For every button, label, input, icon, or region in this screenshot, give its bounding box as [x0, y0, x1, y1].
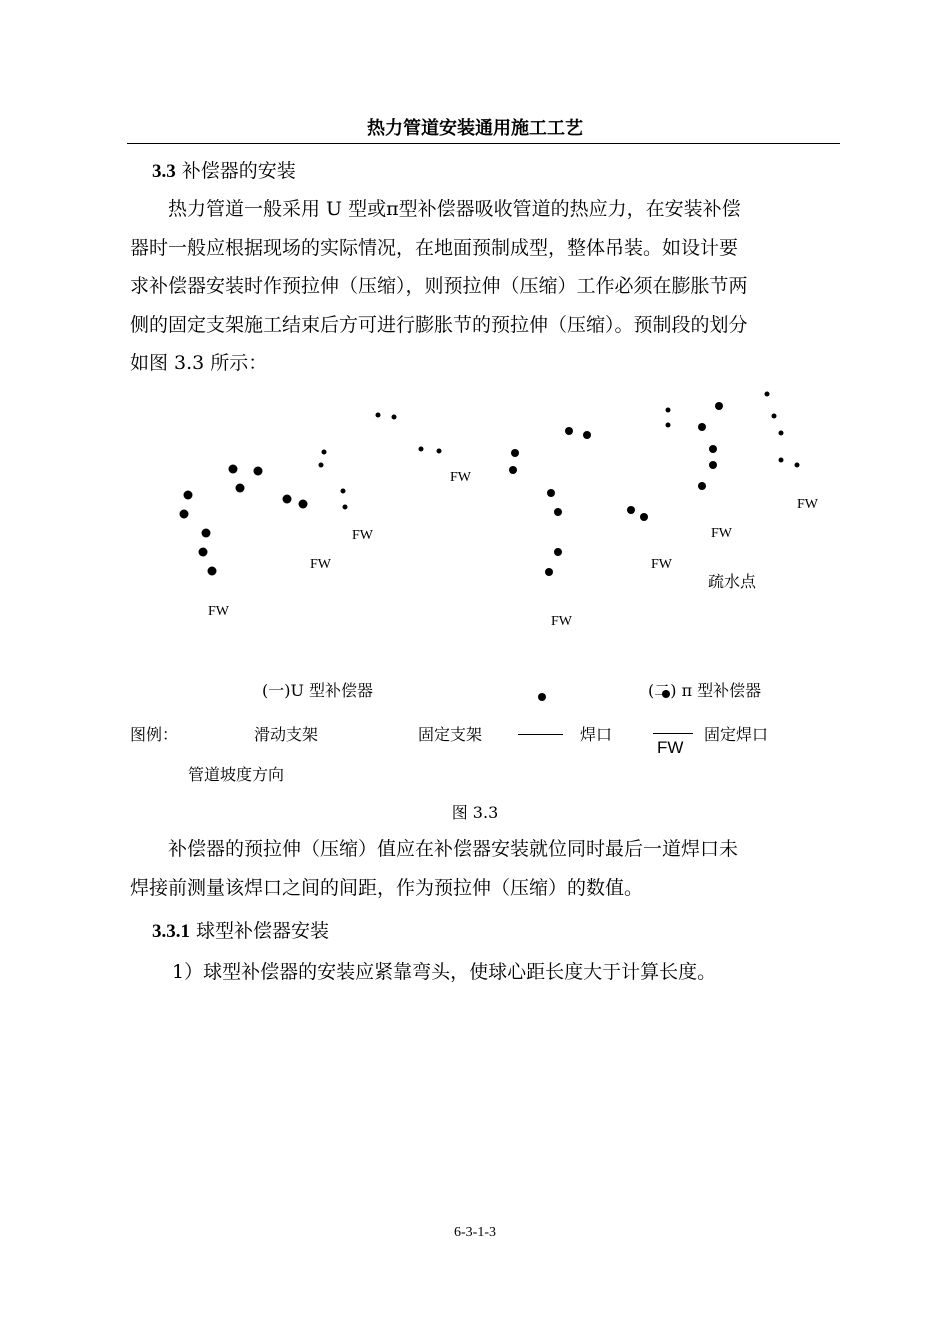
pipe-dot [583, 431, 591, 439]
pipe-dot [709, 445, 717, 453]
pipe-dot [202, 529, 211, 538]
paragraph-1-line: 求补偿器安装时作预拉伸（压缩），则预拉伸（压缩）工作必须在膨胀节两 [130, 275, 748, 297]
pipe-dot [627, 506, 635, 514]
pipe-dot [419, 447, 424, 452]
pipe-dot [437, 449, 442, 454]
pipe-dot [779, 431, 784, 436]
section-3-3-heading [152, 156, 296, 183]
pipe-dot [208, 567, 217, 576]
pipe-dot [554, 508, 562, 516]
pipe-dot [666, 423, 671, 428]
fw-label: FW [651, 557, 672, 572]
section-number: 3.3 [152, 161, 176, 182]
pipe-dot [283, 495, 292, 504]
pipe-dot [376, 413, 381, 418]
list-item-1: 1）球型补偿器的安装应紧靠弯头，使球心距长度大于计算长度。 [172, 961, 717, 983]
legend-weld: 焊口 [580, 725, 613, 744]
pipe-dot [666, 408, 671, 413]
legend-fixed-weld-line [653, 733, 693, 734]
legend-fw: FW [657, 738, 684, 757]
pipe-dot [511, 449, 519, 457]
section-title: 球型补偿器安装 [196, 920, 330, 942]
pipe-dot [392, 415, 397, 420]
fw-label: FW [310, 557, 331, 572]
paragraph-1-line: 侧的固定支架施工结束后方可进行膨胀节的预拉伸（压缩）。预制段的划分 [130, 313, 748, 336]
pipe-dot [554, 548, 562, 556]
pipe-dot [545, 568, 553, 576]
paragraph-2-line: 焊接前测量该焊口之间的间距，作为预拉伸（压缩）的数值。 [130, 876, 644, 899]
pipe-dot [343, 505, 348, 510]
fw-label: FW [450, 470, 471, 485]
section-title: 补偿器的安装 [181, 160, 296, 182]
pipe-dot [765, 392, 770, 397]
pipe-dot [254, 467, 263, 476]
legend-fixed-support-dot [538, 693, 546, 701]
pipe-dot [709, 461, 717, 469]
legend-fixed-weld: 固定焊口 [704, 725, 769, 744]
pipe-dot [199, 548, 208, 557]
legend-fixed-support: 固定支架 [418, 725, 483, 744]
pipe-dot [772, 414, 777, 419]
pipe-dot [509, 466, 517, 474]
fw-label: FW [711, 526, 732, 541]
pipe-dot [180, 510, 189, 519]
fw-label: FW [352, 528, 373, 543]
page-number: 6-3-1-3 [454, 1225, 496, 1240]
sub-caption-u: (一)U 型补偿器 [262, 681, 374, 700]
pipe-dot [640, 513, 648, 521]
fw-label: FW [551, 614, 572, 629]
paragraph-1 [130, 190, 840, 383]
paragraph-1-line: 热力管道一般采用 U 型或π型补偿器吸收管道的热应力，在安装补偿 [168, 198, 741, 220]
pipe-dot [698, 482, 706, 490]
pipe-dot [229, 465, 238, 474]
paragraph-1-line: 如图 3.3 所示： [130, 352, 268, 374]
fw-label: FW [797, 497, 818, 512]
pipe-dot [322, 450, 327, 455]
paragraph-2-line: 补偿器的预拉伸（压缩）值应在补偿器安装就位同时最后一道焊口未 [168, 838, 739, 860]
pipe-dot [319, 463, 324, 468]
section-number: 3.3.1 [152, 921, 190, 942]
pipe-dot [565, 427, 573, 435]
section-3-3-1-heading [152, 916, 329, 943]
fw-label: FW [208, 604, 229, 619]
drain-point-label: 疏水点 [708, 572, 757, 591]
pipe-dot [715, 402, 723, 410]
pipe-dot [341, 489, 346, 494]
pipe-dot [236, 484, 245, 493]
sub-caption-pi: (二) π 型补偿器 [648, 681, 762, 700]
legend-weld-line [518, 734, 563, 735]
legend-sliding-support: 滑动支架 [254, 725, 319, 744]
pipe-dot [795, 463, 800, 468]
paragraph-2 [130, 830, 840, 907]
pipe-dot [184, 491, 193, 500]
figure-caption: 图 3.3 [451, 803, 499, 822]
pipe-dot [698, 423, 706, 431]
header-title: 热力管道安装通用施工工艺 [367, 118, 583, 139]
figure-3-3 [0, 380, 950, 800]
legend-title: 图例： [130, 725, 179, 744]
header-divider [127, 143, 840, 144]
paragraph-1-line: 器时一般应根据现场的实际情况，在地面预制成型，整体吊装。如设计要 [130, 236, 739, 259]
legend-slope-direction: 管道坡度方向 [188, 765, 285, 784]
pipe-dot [299, 500, 308, 509]
pipe-dot [547, 489, 555, 497]
pipe-dot [779, 458, 784, 463]
